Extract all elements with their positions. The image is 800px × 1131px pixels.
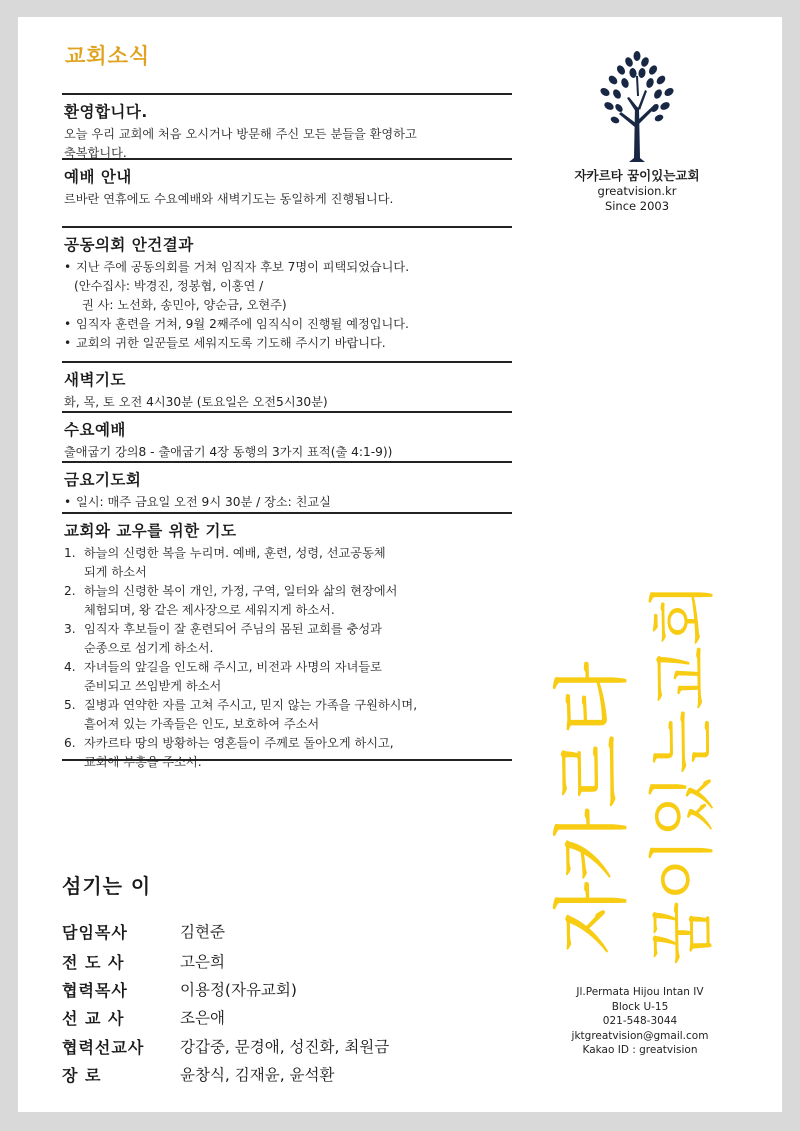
prayer-text-cont: 순종으로 섬기게 하소서. — [84, 641, 214, 655]
prayer-text-cont: 흩어져 있는 가족들은 인도, 보호하여 주소서 — [84, 717, 320, 731]
vertical-title-line1: 자카르타 — [547, 661, 636, 955]
logo-name: 자카르타 꿈이있는교회 — [574, 168, 700, 183]
council-bullet: • 임직자 훈련을 거쳐, 9월 2째주에 임직식이 진행될 예정입니다. — [64, 315, 512, 334]
server-role: 전 도 사 — [62, 953, 125, 972]
council-bullet: • 교회의 귀한 일꾼들로 세워지도록 기도해 주시기 바랍니다. — [64, 334, 512, 353]
prayer-item — [64, 658, 512, 677]
friday-heading: 금요기도회 — [64, 471, 142, 489]
section-wednesday — [62, 411, 512, 462]
vertical-title-line2: 꿈이있는교회 — [644, 582, 721, 965]
prayer-item — [64, 734, 512, 753]
server-row — [62, 920, 225, 943]
server-role: 협력선교사 — [62, 1038, 145, 1057]
server-names: 윤창식, 김재윤, 윤석환 — [180, 1066, 335, 1084]
prayer-number: 1. — [64, 546, 76, 560]
contact-kakao: Kakao ID : greatvision — [582, 1044, 698, 1056]
prayer-text: 자녀들의 앞길을 인도해 주시고, 비전과 사명의 자녀들로 — [84, 660, 382, 674]
prayer-text: 질병과 연약한 자를 고쳐 주시고, 믿지 않는 가족을 구원하시며, — [84, 698, 418, 712]
prayer-text: 하늘의 신령한 복을 누리며. 예배, 훈련, 성령, 선교공동체 — [84, 546, 386, 560]
contact-info — [540, 985, 740, 1058]
dawn-heading: 새벽기도 — [64, 371, 126, 389]
contact-block: Block U-15 — [611, 1000, 669, 1013]
council-heading: 공동의회 안건결과 — [64, 236, 194, 254]
server-names: 강갑중, 문경애, 성진화, 최원금 — [180, 1038, 390, 1056]
section-council — [62, 226, 512, 353]
prayer-heading: 교회와 교우를 위한 기도 — [64, 522, 237, 540]
welcome-heading: 환영합니다. — [64, 103, 148, 121]
server-role: 선 교 사 — [62, 1009, 125, 1028]
prayer-text: 임직자 후보들이 잘 훈련되어 주님의 몸된 교회를 충성과 — [84, 622, 382, 636]
server-names: 고은희 — [180, 953, 225, 971]
vertical-church-title — [535, 555, 735, 975]
council-bullet: • 지난 주에 공동의회를 거쳐 임직자 후보 7명이 피택되었습니다. — [64, 258, 512, 277]
contact-phone: 021-548-3044 — [602, 1015, 678, 1027]
servers-title: 섬기는 이 — [62, 874, 152, 898]
server-row — [62, 1035, 389, 1058]
prayer-list — [64, 544, 512, 772]
prayer-number: 4. — [64, 660, 76, 674]
prayer-text-cont: 교회에 부흥을 주소서. — [84, 755, 202, 769]
server-row — [62, 1063, 334, 1086]
server-row — [62, 1006, 225, 1029]
council-subline: (안수집사: 박경진, 정봉협, 이홍연 / — [74, 279, 264, 293]
council-body — [64, 258, 512, 353]
server-role: 협력목사 — [62, 981, 128, 1000]
prayer-number: 5. — [64, 698, 76, 712]
section-dawn-prayer — [62, 361, 512, 412]
worship-heading: 예배 안내 — [64, 168, 132, 186]
prayer-number: 3. — [64, 622, 76, 636]
logo-since: Since 2003 — [604, 199, 670, 213]
prayer-item — [64, 582, 512, 601]
council-subline: 권 사: 노선화, 송민아, 양순금, 오현주) — [82, 298, 287, 312]
prayer-text-cont: 되게 하소서 — [84, 565, 147, 579]
prayer-text: 자카르타 땅의 방황하는 영혼들이 주께로 돌아오게 하시고, — [84, 736, 394, 750]
prayer-item — [64, 544, 512, 563]
prayer-text: 하늘의 신령한 복이 개인, 가정, 구역, 일터와 삶의 현장에서 — [84, 584, 398, 598]
section-prayer — [62, 512, 512, 772]
prayer-text-cont: 준비되고 쓰임받게 하소서 — [84, 679, 222, 693]
server-names: 조은애 — [180, 1009, 225, 1027]
server-names: 김현준 — [180, 923, 225, 941]
prayer-number: 6. — [64, 736, 76, 750]
section-worship — [62, 158, 512, 209]
page-title: 교회소식 — [65, 44, 151, 68]
tree-icon — [589, 46, 685, 164]
welcome-line: 축복합니다. — [64, 146, 127, 160]
section-welcome — [62, 93, 512, 163]
prayer-text-cont: 체험되며, 왕 같은 제사장으로 세워지게 하소서. — [84, 603, 335, 617]
church-logo — [542, 46, 732, 214]
welcome-line: 오늘 우리 교회에 처음 오시거나 방문해 주신 모든 분들을 환영하고 — [64, 127, 417, 141]
server-role: 장 로 — [62, 1066, 102, 1085]
wednesday-heading: 수요예배 — [64, 421, 126, 439]
prayer-item — [64, 620, 512, 639]
server-names: 이용정(자유교회) — [180, 981, 297, 999]
dawn-line: 화, 목, 토 오전 4시30분 (토요일은 오전5시30분) — [64, 395, 328, 409]
friday-bullet: • 일시: 매주 금요일 오전 9시 30분 / 장소: 친교실 — [64, 493, 512, 512]
prayer-item — [64, 696, 512, 715]
logo-site: greatvision.kr — [597, 184, 677, 198]
wednesday-line: 출애굽기 강의8 - 출애굽기 4장 동행의 3가지 표적(출 4:1-9)) — [64, 445, 393, 459]
contact-email: jktgreatvision@gmail.com — [571, 1029, 709, 1042]
worship-line: 르바란 연휴에도 수요예배와 새벽기도는 동일하게 진행됩니다. — [64, 192, 394, 206]
server-role: 담임목사 — [62, 923, 128, 942]
divider — [62, 759, 512, 761]
section-friday — [62, 461, 512, 512]
contact-address: Jl.Permata Hijou Intan IV — [576, 986, 704, 998]
server-row — [62, 950, 225, 973]
server-row — [62, 978, 297, 1001]
prayer-number: 2. — [64, 584, 76, 598]
